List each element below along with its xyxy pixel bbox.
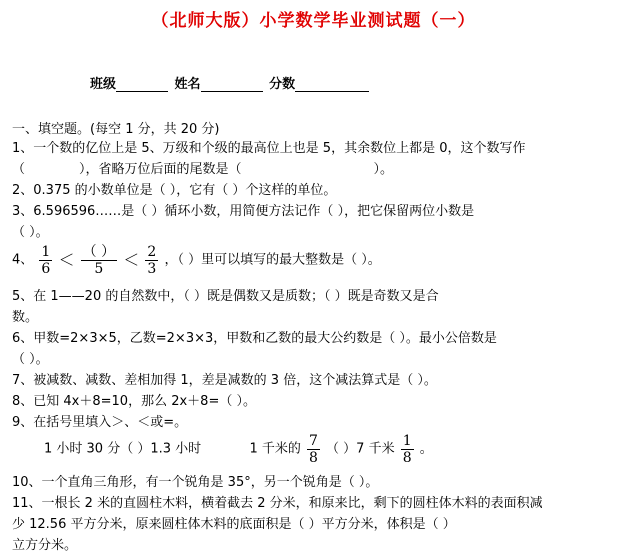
- name-blank[interactable]: [201, 77, 263, 92]
- question-6-line-2: （ ）。: [12, 352, 49, 367]
- question-11-line-3: 立方分米。: [12, 538, 78, 553]
- frac-den: 5: [94, 261, 104, 277]
- question-2: 2、0.375 的小数单位是（ ），它有（ ）个这样的单位。: [12, 183, 337, 198]
- fraction-2-3: [145, 244, 158, 277]
- fraction-7-8: [307, 433, 320, 466]
- name-label: 姓名: [174, 77, 201, 92]
- frac-den: 3: [147, 261, 157, 277]
- frac-num: 1: [402, 433, 412, 449]
- question-4: [12, 244, 381, 277]
- question-6-line-1: 6、甲数=2×3×5，乙数=2×3×3，甲数和乙数的最大公约数是（ ）。最小公倍数是: [12, 331, 497, 346]
- q4-label: 4、: [12, 252, 34, 268]
- question-9-row: [44, 433, 433, 466]
- q1-open-paren: （: [12, 162, 26, 177]
- q9-end: 。: [419, 441, 433, 457]
- q9-compare-b-rest: （ ）7 千米: [326, 441, 395, 457]
- fraction-1-8: [401, 433, 414, 466]
- less-than-2: ＜: [123, 250, 140, 270]
- class-blank[interactable]: [116, 77, 168, 92]
- question-7: 7、被减数、减数、差相加得 1，差是减数的 3 倍，这个减法算式是（ ）。: [12, 373, 437, 388]
- question-5-line-2: 数。: [12, 310, 39, 325]
- fraction-1-6: [39, 244, 52, 277]
- question-3-line-1: 3、6.596596……是（ ）循环小数，用简便方法记作（ ），把它保留两位小数是: [12, 204, 475, 219]
- frac-num: 2: [147, 244, 157, 260]
- question-3-line-2: （ ）。: [12, 225, 49, 240]
- frac-den: 8: [402, 450, 412, 466]
- question-9: 9、在括号里填入＞、＜或=。: [12, 415, 188, 430]
- q4-rest: ，（ ）里可以填写的最大整数是（ ）。: [164, 252, 381, 268]
- q1-close-paren: ）。: [373, 162, 394, 177]
- page-title: （北师大版）小学数学毕业测试题（一）: [151, 11, 476, 31]
- question-5-line-1: 5、在 1——20 的自然数中，（ ）既是偶数又是质数；（ ）既是奇数又是合: [12, 289, 439, 304]
- question-11-line-1: 11、一根长 2 米的直圆柱木料，横着截去 2 分米，和原来比，剩下的圆柱体木料的表面积减: [12, 496, 543, 511]
- less-than-1: ＜: [58, 250, 75, 270]
- score-label: 分数: [269, 77, 296, 92]
- frac-num: 7: [308, 433, 318, 449]
- question-1-line-1: 1、一个数的亿位上是 5、万级和个级的最高位上也是 5，其余数位上都是 0，这个数写作: [12, 141, 526, 156]
- question-11-line-2: 少 12.56 平方分米，原来圆柱体木料的底面积是（ ）平方分米，体积是（ ）: [12, 517, 456, 532]
- frac-den: 6: [41, 261, 51, 277]
- q9-compare-a: 1 小时 30 分（ ）1.3 小时: [44, 441, 202, 457]
- frac-num-blank[interactable]: （ ）: [82, 244, 116, 260]
- q1-middle-text: ），省略万位后面的尾数是（: [79, 162, 242, 177]
- question-10: 10、一个直角三角形，有一个锐角是 35°，另一个锐角是（ ）。: [12, 475, 379, 490]
- score-blank[interactable]: [295, 77, 369, 92]
- section-heading: 一、填空题。(每空 1 分，共 20 分): [12, 122, 220, 137]
- frac-den: 8: [308, 450, 318, 466]
- fraction-blank-5: [81, 244, 117, 277]
- question-8: 8、已知 4x＋8=10，那么 2x＋8=（ ）。: [12, 394, 256, 409]
- q9-compare-b-label: 1 千米的: [249, 441, 301, 457]
- frac-num: 1: [41, 244, 51, 260]
- question-1-line-2: [12, 162, 393, 178]
- class-label: 班级: [90, 77, 117, 92]
- info-line: [90, 73, 369, 92]
